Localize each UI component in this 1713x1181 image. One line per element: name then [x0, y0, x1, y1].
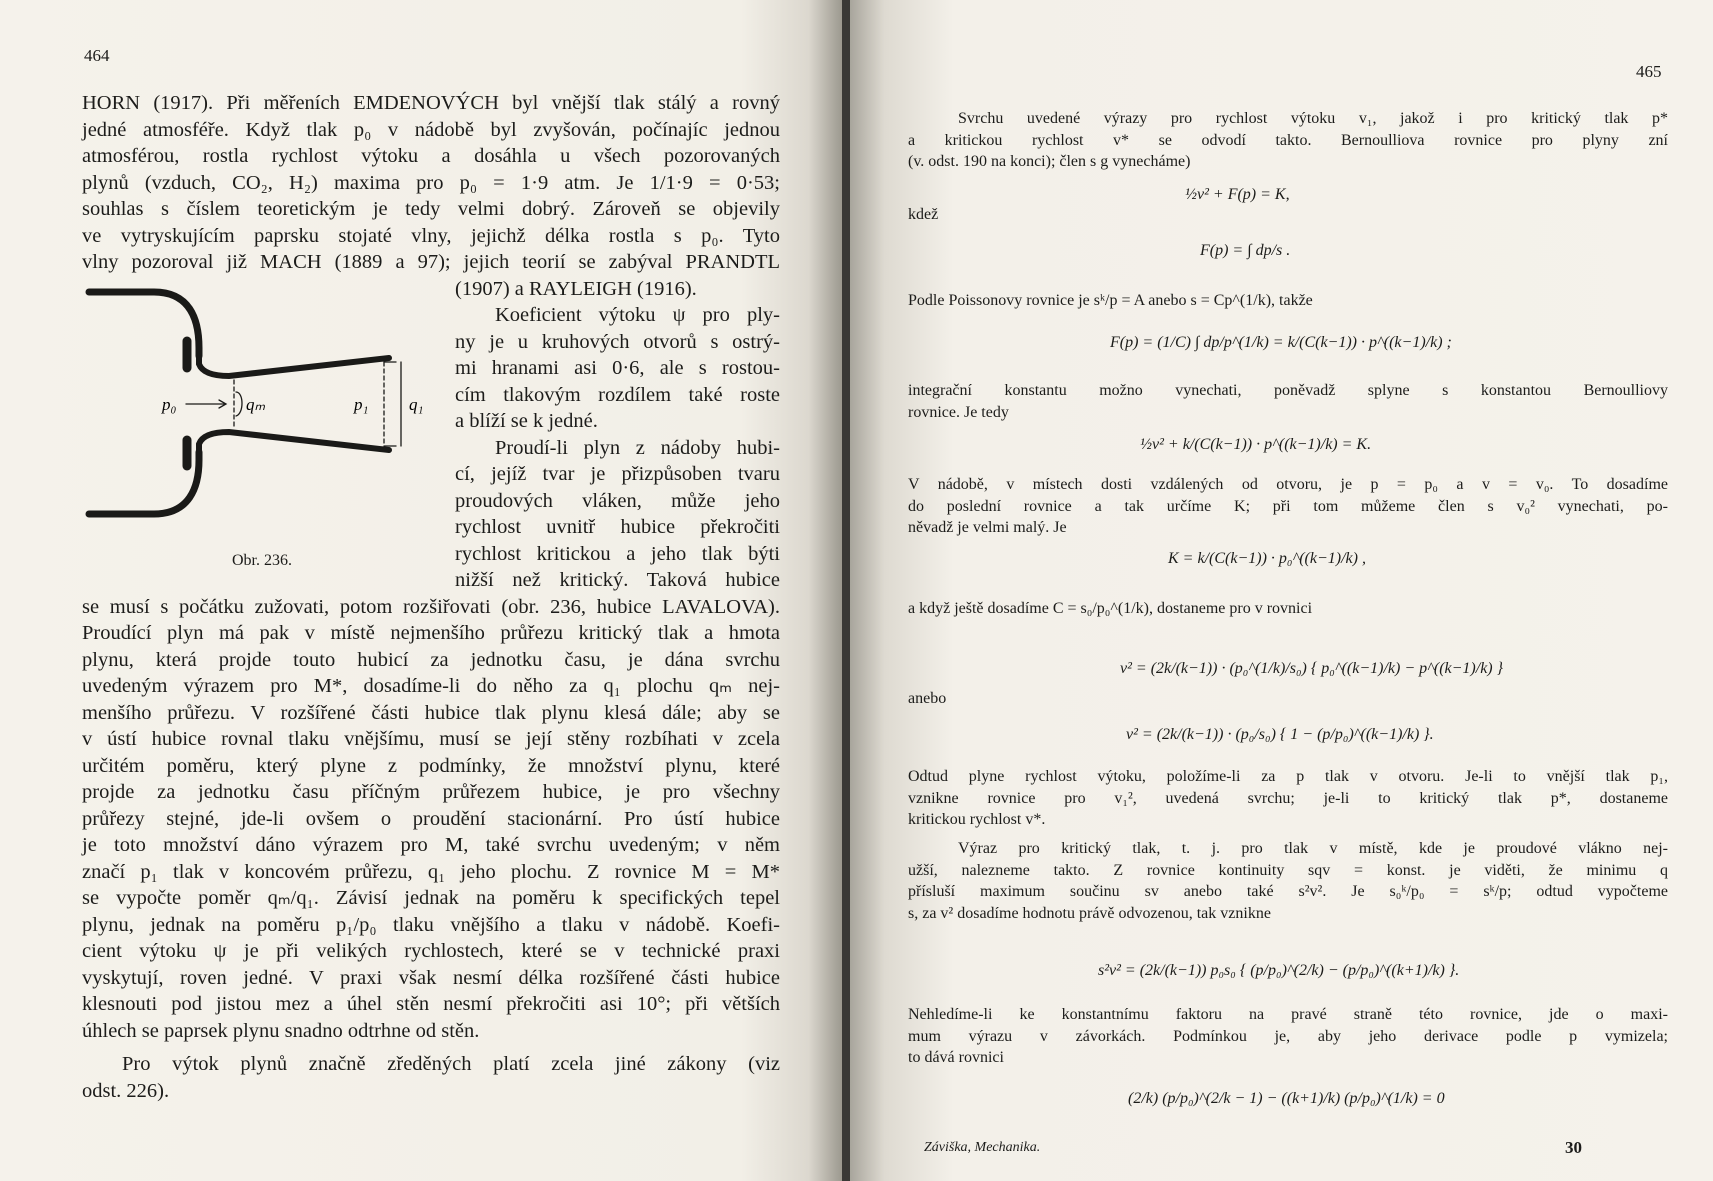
left-text-top: [82, 90, 780, 276]
text-line: ny je u kruhových otvorů s ostrý-: [455, 330, 780, 353]
text-line: Nehledíme-li ke konstantnímu faktoru na pravé straně této rovnice, jde o maxi-: [908, 1006, 1668, 1023]
text-line: uvedeným výrazem pro M*, dosadíme-li do něho za q₁ plochu qₘ nej-: [82, 675, 780, 697]
footer-book-title: Záviška, Mechanika.: [924, 1140, 1041, 1155]
equation-8: s²v² = (2k/(k−1)) p₀s₀ { (p/p₀)^(2/k) − (p/p₀)^((k+1)/k) }.: [1098, 962, 1460, 979]
equation-4: ½v² + k/(C(k−1)) · p^((k−1)/k) = K.: [1140, 436, 1372, 453]
text-line: s, za v² dosadíme hodnotu právě odvozenou, tak vznikne: [908, 904, 1271, 922]
text-line: V nádobě, v místech dosti vzdálených od otvoru, je p = p₀ a v = v₀. To dosadíme: [908, 476, 1668, 493]
equation-2: F(p) = ∫ dp/s .: [1200, 242, 1291, 259]
text-line: a kritickou rychlost v* se odvodí takto. Bernoulliova rovnice pro plyny zní: [908, 131, 1668, 149]
left-text-wrap: [455, 276, 780, 594]
text-line: rovnice. Je tedy: [908, 403, 1009, 421]
text-line: (v. odst. 190 na konci); člen s g vynecháme): [908, 153, 1191, 170]
text-line: to dává rovnici: [908, 1049, 1004, 1066]
laval-nozzle-figure: [84, 288, 444, 548]
label-anebo: anebo: [908, 690, 947, 707]
text-line: nižší než kritický. Taková hubice: [455, 569, 780, 591]
right-para5: [908, 766, 1668, 831]
text-line: vlny pozoroval již MACH (1889 a 97); jejich teorií se zabýval PRANDTL: [82, 251, 780, 273]
left-page: [0, 0, 842, 1181]
equation-3: F(p) = (1/C) ∫ dp/p^(1/k) = k/(C(k−1)) · p^((k−1)/k) ;: [1110, 334, 1452, 351]
text-line: a když ještě dosadíme C = s₀/p₀^(1/k), dostaneme pro v rovnici: [908, 600, 1313, 617]
figure-label-p1: p₁: [354, 395, 369, 414]
figure-caption: Obr. 236.: [232, 552, 292, 569]
text-line: souhlas s číslem teoretickým je tedy velmi dobrý. Zároveň se objevily: [82, 198, 780, 220]
text-line: klesnouti pod jistou mez a úhel stěn nesmí překročiti asi 10°; při větších: [82, 993, 780, 1015]
text-line: v ústí hubice rovnal tlaku vnějšímu, musí se její stěny rozbíhati v zcela: [82, 728, 780, 750]
equation-6: v² = (2k/(k−1)) · (p₀^(1/k)/s₀) { p₀^((k−1)/k) − p^((k−1)/k) }: [1120, 660, 1504, 677]
text-line: určitém poměru, který plyne z podmínky, že množství plynu, které: [82, 754, 780, 777]
text-line: Odtud plyne rychlost výtoku, položíme-li za p tlak v otvoru. Je-li to vnější tlak p₁,: [908, 768, 1668, 785]
figure-label-qm: qₘ: [246, 395, 266, 414]
text-line: projde za jednotku času příčným průřezem hubice, je pro všechny: [82, 781, 780, 803]
figure-label-q1: q₁: [409, 395, 424, 414]
right-para6: [908, 838, 1668, 924]
text-line: mum výrazu v závorkách. Podmínkou je, aby jeho derivace podle p vymizela;: [908, 1027, 1668, 1045]
book-gutter: [842, 0, 850, 1181]
text-line: atmosférou, rostla rychlost výtoku a dosáhla u všech pozorovaných: [82, 145, 780, 167]
text-line: přísluší maximum součinu sv anebo také s²v². Je s₀ᵏ/p₀ = sᵏ/p; odtud vypočteme: [908, 883, 1668, 900]
equation-7: v² = (2k/(k−1)) · (p₀/s₀) { 1 − (p/p₀)^((k−1)/k) }.: [1126, 726, 1434, 743]
text-line: plynů (vzduch, CO₂, H₂) maxima pro p₀ = 1·9 atm. Je 1/1·9 = 0·53;: [82, 171, 780, 194]
figure-label-p0: p₀: [162, 395, 177, 414]
text-line: něvadž je velmi malý. Je: [908, 519, 1067, 536]
text-line: a blíží se k jedné.: [455, 410, 598, 432]
text-line: se musí s počátku zužovati, potom rozšiřovati (obr. 236, hubice LAVALOVA).: [82, 595, 780, 618]
left-text-bottom: [82, 594, 780, 1045]
text-line: mi hranami asi 0·6, ale s rostou-: [455, 357, 780, 379]
text-line: plynu, která projde touto hubicí za jednotku času, je dána svrchu: [82, 648, 780, 671]
right-para3: [908, 474, 1668, 539]
text-line: se vypočte poměr qₘ/q₁. Závisí jednak na poměru k specifických tepel: [82, 887, 780, 909]
text-line: rychlost kritickou a jeho tlak býti: [455, 542, 780, 565]
text-line: značí p₁ tlak v koncovém průřezu, q₁ jeho plochu. Z rovnice M = M*: [82, 860, 780, 883]
right-poisson: [908, 290, 1668, 312]
text-line: užší, nalezneme takto. Z rovnice kontinuity sqv = konst. je viděti, že minimu q: [908, 861, 1668, 879]
text-line: rychlost uvnitř hubice překročiti: [455, 516, 780, 538]
text-line: je toto množství dáno výrazem pro M, také svrchu uvedeným; v něm: [82, 834, 780, 856]
text-line: kritickou rychlost v*.: [908, 811, 1046, 828]
text-line: ve vytryskujícím paprsku stojaté vlny, jejichž délka rostla s p₀. Tyto: [82, 224, 780, 247]
text-line: Výraz pro kritický tlak, t. j. pro tlak v místě, kde je proudové vlákno nej-: [958, 840, 1668, 857]
text-line: odst. 226).: [82, 1079, 170, 1102]
page-number-left: 464: [84, 46, 110, 65]
text-line: Pro výtok plynů značně zředěných platí zcela jiné zákony (viz: [122, 1053, 780, 1075]
text-line: menšího průřezu. V rozšířené části hubice tlak plynu klesá dále; aby se: [82, 701, 780, 724]
page-number-right: 465: [1636, 62, 1662, 81]
text-line: proudových vláken, může jeho: [455, 489, 780, 512]
text-line: vyskytují, roven jedné. V praxi však nesmí délka rozšířené části hubice: [82, 966, 780, 989]
text-line: HORN (1917). Při měřeních EMDENOVÝCH byl vnější tlak stálý a rovný: [82, 92, 780, 114]
text-line: Proudící plyn má pak v místě nejmenšího průřezu kritický tlak a hmota: [82, 622, 780, 644]
equation-5: K = k/(C(k−1)) · p₀^((k−1)/k) ,: [1168, 550, 1366, 567]
label-kdez: kdež: [908, 206, 939, 223]
text-line: do poslední rovnice a tak určíme K; při tom můžeme člen s v₀² vynechati, po-: [908, 497, 1668, 515]
text-line: Podle Poissonovy rovnice je sᵏ/p = A anebo s = Cp^(1/k), takže: [908, 292, 1313, 309]
text-line: vznikne rovnice pro v₁², uvedená svrchu; je-li to kritický tlak p*, dostaneme: [908, 789, 1668, 807]
text-line: cient výtoku ψ je při velikých rychlostech, které se v technické praxi: [82, 940, 780, 962]
text-line: integrační konstantu možno vynechati, poněvadž splyne s konstantou Bernoulliovy: [908, 382, 1668, 399]
text-line: průřezy stejné, jde-li ovšem o proudění stacionární. Pro ústí hubice: [82, 807, 780, 830]
text-line: cím tlakovým rozdílem také roste: [455, 383, 780, 406]
text-line: Koeficient výtoku ψ pro ply-: [495, 304, 780, 326]
text-line: cí, jejíž tvar je přizpůsoben tvaru: [455, 463, 780, 485]
footer-signature-mark: 30: [1565, 1138, 1582, 1157]
text-line: Proudí-li plyn z nádoby hubi-: [495, 436, 780, 459]
equation-9: (2/k) (p/p₀)^(2/k − 1) − ((k+1)/k) (p/p₀)^(1/k) = 0: [1128, 1090, 1445, 1107]
right-para2: [908, 380, 1668, 423]
equation-1: ½v² + F(p) = K,: [1185, 186, 1290, 203]
text-line: plynu, jednak na poměru p₁/p₀ tlaku vnějšího a tlaku v nádobě. Koefi-: [82, 913, 780, 936]
text-line: Svrchu uvedené výrazy pro rychlost výtoku v₁, jakož i pro kritický tlak p*: [958, 110, 1668, 127]
text-line: úhlech se paprsek plynu snadno odtrhne od stěn.: [82, 1019, 480, 1042]
left-text-end: [82, 1051, 780, 1104]
text-line: (1907) a RAYLEIGH (1916).: [455, 277, 697, 300]
right-para7: [908, 1004, 1668, 1069]
right-para4: [908, 598, 1668, 620]
right-intro: [908, 108, 1668, 173]
text-line: jedné atmosféře. Když tlak p₀ v nádobě byl zvyšován, počínajíc jednou: [82, 118, 780, 141]
